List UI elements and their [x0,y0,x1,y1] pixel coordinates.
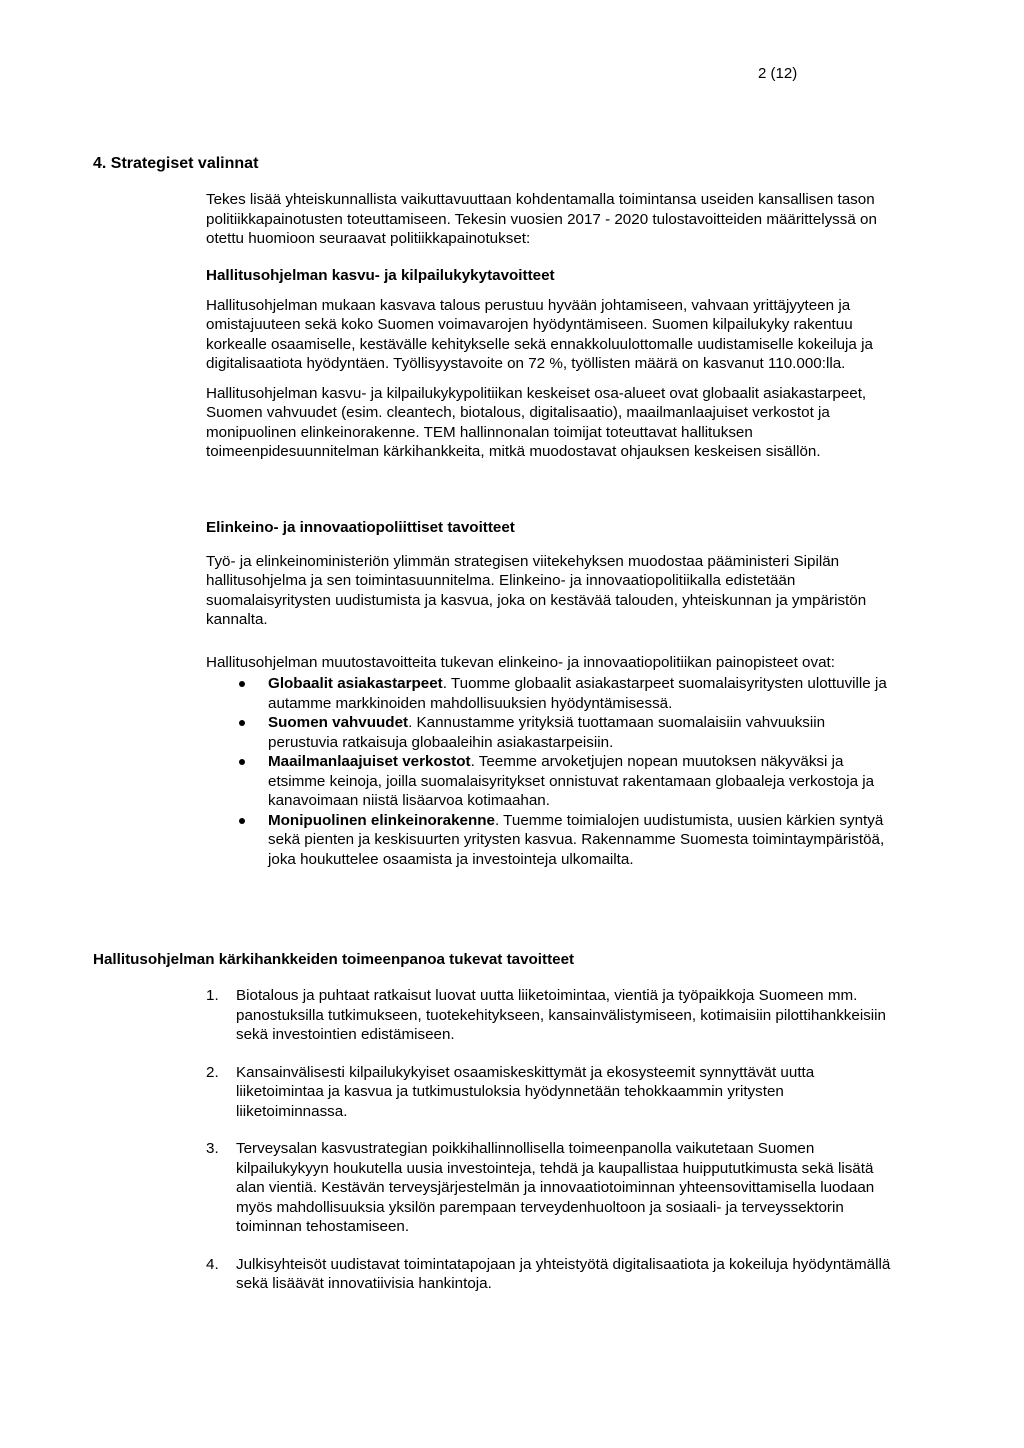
bullet-icon [239,720,245,726]
item-number: 1. [206,987,219,1004]
priority-item [206,674,896,713]
page-number: 2 (12) [758,65,798,82]
intro-text: Tekes lisää yhteiskunnallista vaikuttavuuttaan kohdentamalla toimintansa useiden kansallisen tason politiikkapainotusten toteuttamiseen. Tekesin vuosien 2017 - 2020 tulostavoitteiden määrittelyssä on otettu huomioon seuraavat politiikkapainotukset: [206,191,877,247]
item-number: 2. [206,1063,219,1081]
karki-heading: Hallitusohjelman kärkihankkeiden toimeenpanoa tukevat tavoitteet [93,951,575,968]
priority-text: . Teemme arvoketjujen nopean muutoksen näkyväksi ja etsimme keinoja, joilla suomalaisyritykset onnistuvat rakentamaan globaaleja verkostoja ja kanavoimaan niistä lisäarvoa kotimaahan. [268,753,875,809]
priority-text: . Tuomme globaalit asiakastarpeet suomalaisyritysten ulottuville ja autamme markkinoiden mahdollisuuksien hyödyntämisessä. [268,675,887,712]
bullet-icon [239,818,245,824]
karki-item [206,1255,898,1294]
item-text: Terveysalan kasvustrategian poikkihallinnollisella toimeenpanolla vaikutetaan Suomen kilpailukykyyn houkutella uusia investointeja, tehdä ja kaupallistaa huippututkimusta sekä lisätä alan vientiä. Kestävän terveysjärjestelmän ja innovaatiotoiminnan yhteensovittamisella luodaan myös mahdollisuuksia yksilön parempaan terveydenhuoltoon ja sosiaali- ja terveyssektorin toiminnan tehostamiseen. [236,1140,875,1235]
karki-item [206,1139,898,1237]
section-title: 4. Strategiset valinnat [93,155,259,172]
elinkeino-paragraph-1: Työ- ja elinkeinoministeriön ylimmän strategisen viitekehyksen muodostaa pääministeri Sipilän hallitusohjelma ja sen toimintasuunnitelma. Elinkeino- ja innovaatiopolitiikalla edistetään suomalaisyritysten uudistumista ja kasvua, joka on kestävää talouden, yhteiskunnan ja ympäristön kannalta. [206,552,867,628]
karki-section [206,986,898,1312]
item-number: 4. [206,1255,219,1273]
hallitus-paragraph-2: Hallitusohjelman kasvu- ja kilpailukykypolitiikan keskeiset osa-alueet ovat globaalit asiakastarpeet, Suomen vahvuudet (esim. cleantech, biotalous, digitalisaatio), maailmanlaajuiset verkostot ja monipuolinen elinkeinorakenne. TEM hallinnonalan toimijat toteuttavat hallituksen toimeenpidesuunnitelman kärkihankkeita, mitkä muodostavat ohjauksen keskeisen sisällön. [206,384,867,460]
priority-label: Globaalit asiakastarpeet [268,675,443,692]
hallitus-section [206,266,896,462]
item-text: Julkisyhteisöt uudistavat toimintatapojaan ja yhteistyötä digitalisaatiota ja kokeiluja hyödyntämällä sekä lisäävät innovatiivisia hankintoja. [236,1255,891,1292]
priority-label: Maailmanlaajuiset verkostot [268,753,471,770]
elinkeino-paragraph-2: Hallitusohjelman muutostavoitteita tukevan elinkeino- ja innovaatiopolitiikan painopisteet ovat: [206,653,835,671]
hallitus-paragraph-1: Hallitusohjelman mukaan kasvava talous perustuu hyvään johtamiseen, vahvaan yrittäjyyteen ja omistajuuteen sekä koko Suomen voimavarojen hyödyntämiseen. Suomen kilpailukyky rakentuu korkealle osaamiselle, kestävälle kehitykselle sekä ennakkoluulottomalle uudistamiselle kokeiluja ja digitalisaatiota hyödyntäen. Työllisyystavoite on 72 %, työllisten määrä on kasvanut 110.000:lla. [206,296,873,372]
priority-item [206,752,896,811]
elinkeino-heading: Elinkeino- ja innovaatiopoliittiset tavoitteet [206,519,515,536]
priority-text: . Tuemme toimialojen uudistumista, uusien kärkien syntyä sekä pienten ja keskisuurten yritysten kasvua. Rakennamme Suomesta toimintaympäristöä, joka houkuttelee osaamista ja investointeja ulkomailta. [268,811,885,868]
item-number: 3. [206,1140,219,1157]
intro-paragraph [206,190,896,249]
item-text: Kansainvälisesti kilpailukykyiset osaamiskeskittymät ja ekosysteemit synnyttävät uutta liiketoimintaa ja kasvua ja tutkimustuloksia hyödynnetään tehokkaammin yritysten liiketoiminnassa. [236,1063,815,1120]
priority-text: . Kannustamme yrityksiä tuottamaan suomalaisiin vahvuuksiin perustuvia ratkaisuja globaaleihin asiakastarpeisiin. [268,714,826,751]
priority-list [206,674,896,869]
priority-label: Suomen vahvuudet [268,714,409,731]
bullet-icon [239,681,245,687]
hallitus-heading: Hallitusohjelman kasvu- ja kilpailukykytavoitteet [206,267,555,284]
item-text: Biotalous ja puhtaat ratkaisut luovat uutta liiketoimintaa, vientiä ja työpaikkoja Suomeen mm. panostuksilla tutkimukseen, tuotekehitykseen, kansainvälistymiseen, kotimaisiin pilottihankkeisiin sekä investointien edistämiseen. [236,987,887,1043]
karki-item [206,986,898,1045]
karki-item [206,1063,898,1122]
priority-item [206,713,896,752]
bullet-icon [239,759,245,765]
elinkeino-section [206,518,896,869]
priority-item [206,811,896,870]
priority-label: Monipuolinen elinkeinorakenne [268,811,495,829]
karki-list [206,986,898,1294]
